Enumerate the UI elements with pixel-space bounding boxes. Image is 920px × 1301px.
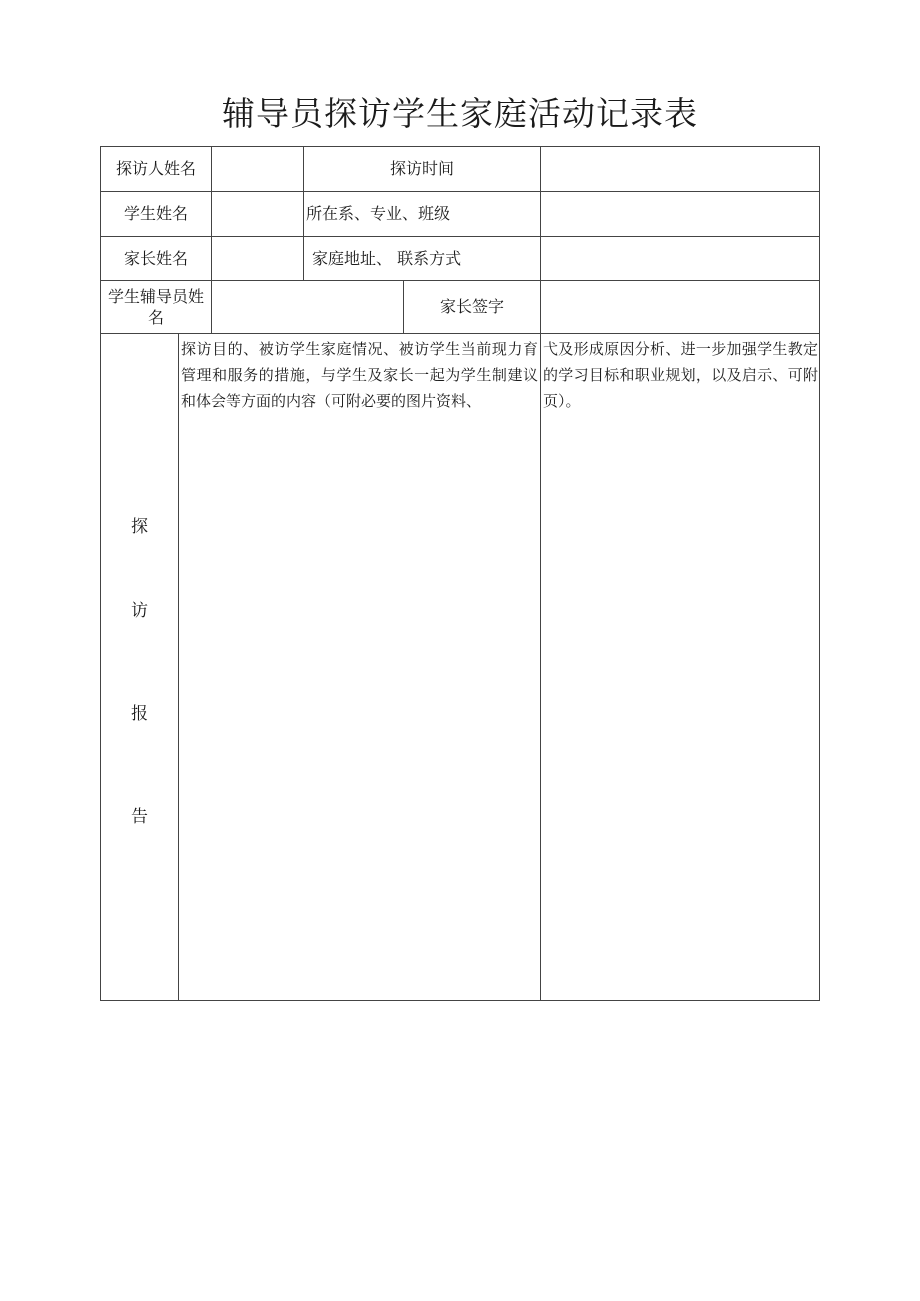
label-address-contact: 家庭地址、 联系方式 xyxy=(312,248,462,268)
label-student-name: 学生姓名 xyxy=(123,204,188,223)
label-parent-signature: 家长签字 xyxy=(439,297,504,316)
table-border-bottom xyxy=(100,1000,820,1001)
report-instructions-right[interactable]: 弋及形成原因分析、进一步加强学生教定的学习目标和职业规划，以及启示、可附页）。 xyxy=(543,340,818,410)
department-major-class-field[interactable] xyxy=(541,192,819,236)
report-label-char: 告 xyxy=(131,807,148,827)
table-border-right xyxy=(819,146,820,1001)
address-contact-field[interactable] xyxy=(541,237,819,280)
visitor-name-field[interactable] xyxy=(212,147,303,191)
parent-signature-field[interactable] xyxy=(541,281,819,333)
counselor-name-field[interactable] xyxy=(212,281,403,333)
student-name-field[interactable] xyxy=(212,192,303,236)
report-instructions-left[interactable]: 探访目的、被访学生家庭情况、被访学生当前现力育管理和服务的措施，与学生及家长一起为学生制建议和体会等方面的内容（可附必要的图片资料、 xyxy=(181,340,538,410)
visit-time-field[interactable] xyxy=(541,147,819,191)
col-divider xyxy=(178,333,179,1001)
report-label-char: 报 xyxy=(131,704,148,724)
report-label-char: 访 xyxy=(131,601,148,621)
parent-name-field[interactable] xyxy=(212,237,303,280)
label-parent-name: 家长姓名 xyxy=(123,248,188,268)
label-department-major-class: 所在系、专业、班级 xyxy=(306,204,451,223)
label-visit-time: 探访时间 xyxy=(389,159,454,178)
label-counselor-name: 学生辅导员姓名 xyxy=(107,287,204,327)
row-divider xyxy=(100,333,820,334)
label-visitor-name: 探访人姓名 xyxy=(115,159,196,178)
report-label-char: 探 xyxy=(131,517,148,537)
page-title: 辅导员探访学生家庭活动记录表 xyxy=(222,94,698,133)
